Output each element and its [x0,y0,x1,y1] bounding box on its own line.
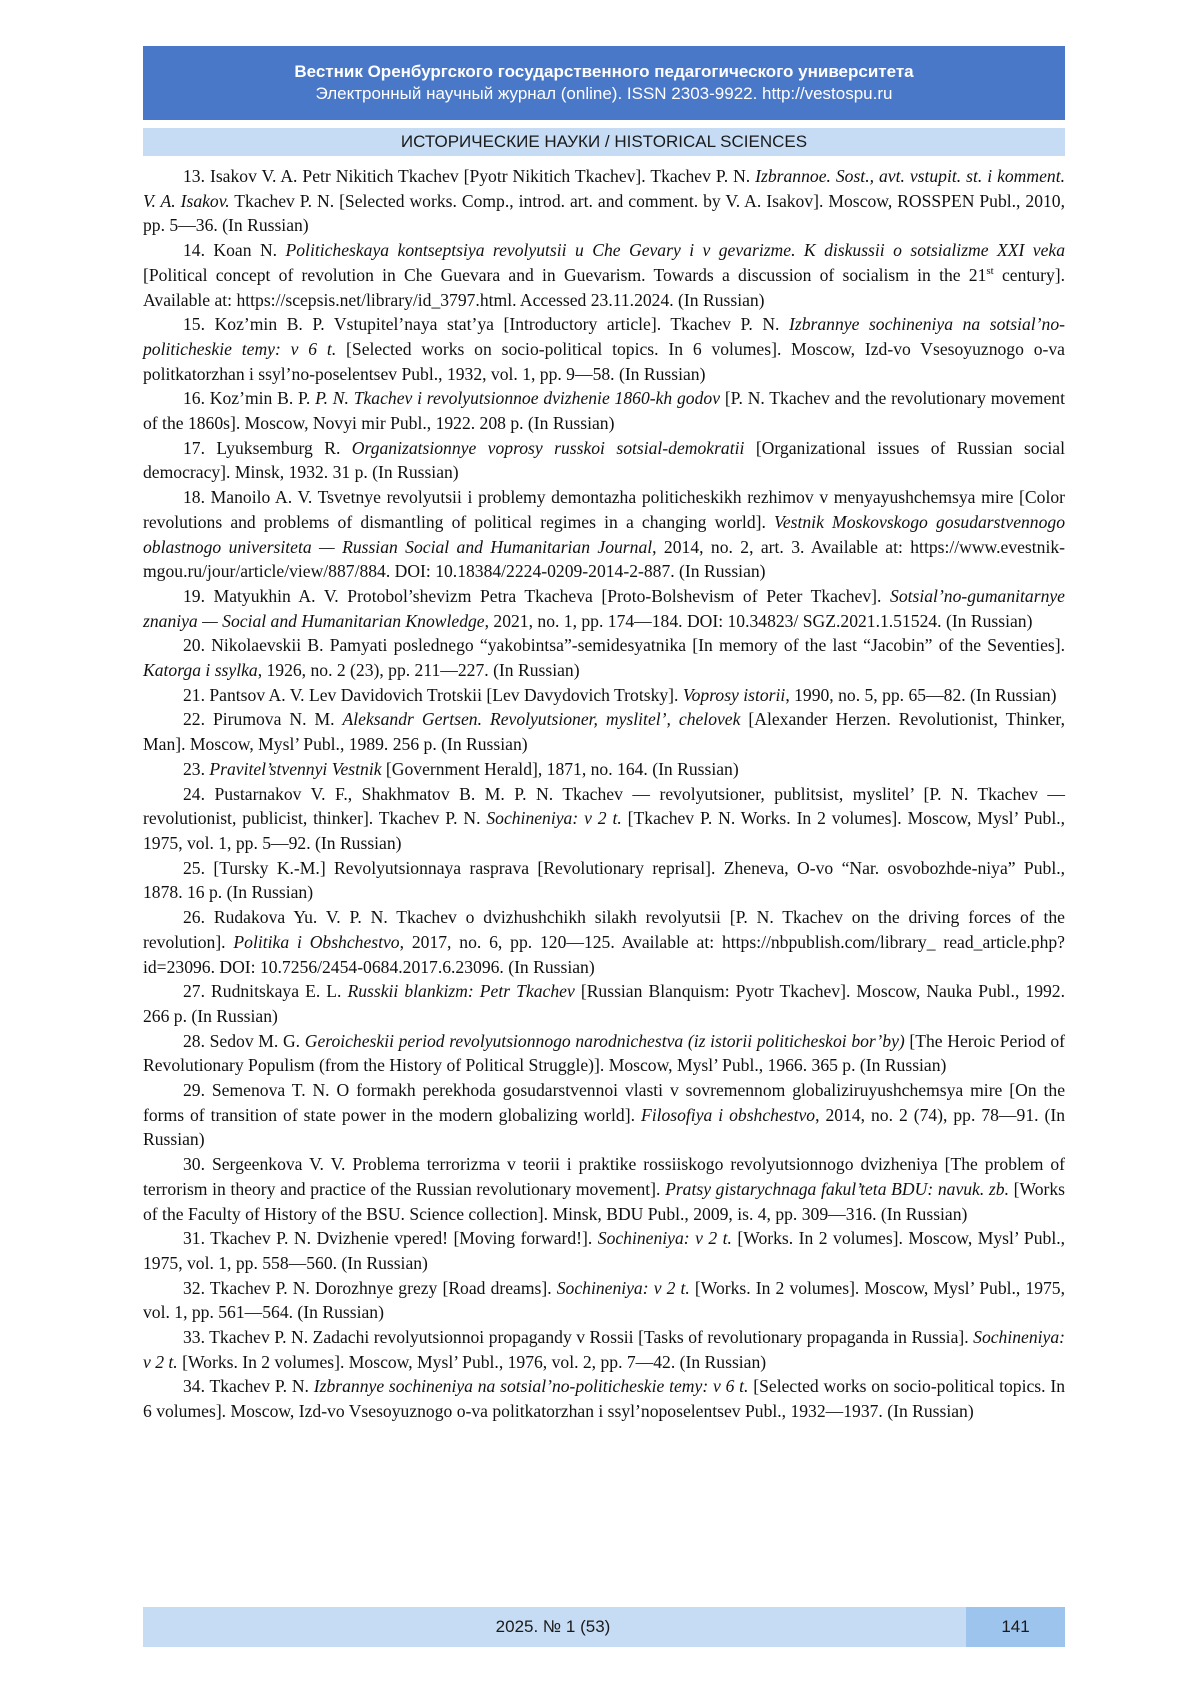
reference-text: 15. Koz’min B. P. Vstupitel’naya stat’ya [Introductory article]. Tkachev P. N. [183,314,790,335]
reference-text: , 1926, no. 2 (23), pp. 211—227. (In Russian) [257,660,580,681]
reference-text: , 1990, no. 5, pp. 65—82. (In Russian) [785,684,1057,705]
reference-text: [Organizational issues of Russian social democracy]. Minsk, 1932. 31 p. (In Russian) [143,437,1065,483]
reference-text: 28. Sedov M. G. [183,1030,305,1051]
reference-text: century]. Available at: https://scepsis.net/library/id_3797.html. Accessed 23.11.2024. (In Russian) [143,264,1065,310]
reference-text: [Tkachev P. N. Works. In 2 volumes]. Moscow, Mysl’ Publ., 1975, vol. 1, pp. 5—92. (In Russian) [143,808,1066,853]
reference-text: 17. Lyuksemburg R. [183,437,352,458]
reference-text: 24. Pustarnakov V. F., Shakhmatov B. M. P. N. Tkachev — revolyutsioner, publitsist, myslitel’ [P. N. Tkachev — revolutionist, publicist, thinker]. Tkachev P. N. [143,783,1065,829]
reference-text: 29. Semenova T. N. O formakh perekhoda gosudarstvennoi vlasti v sovremennom globaliziruyushchemsya mire [On the forms of transition of state power in the modern globalizing world]. [143,1080,1065,1125]
reference-item [143,979,1065,1028]
reference-item [143,707,1065,756]
reference-title: Politicheskaya kontseptsiya revolyutsii u Che Gevary i v gevarizme. K diskussii o sotsializme XXI veka [285,240,1065,261]
reference-text: [Selected works on socio-political topics. In 6 volumes]. Moscow, Izd-vo Vsesoyuznogo o-va politkatorzhan i ssyl’noposelentsev Publ., 1932—1937. (In Russian) [143,1376,1066,1422]
reference-title: Sotsial’no-gumanitarnye znaniya — Social and Humanitarian Knowledge [143,585,1065,631]
reference-text: [Works. In 2 volumes]. Moscow, Mysl’ Publ., 1975, vol. 1, pp. 558—560. (In Russian) [143,1228,1065,1273]
reference-item [143,238,1065,312]
page-footer [143,1607,1065,1647]
page-number: 141 [966,1607,1065,1647]
reference-text: [Works. In 2 volumes]. Moscow, Mysl’ Publ., 1976, vol. 2, pp. 7—42. (In Russian) [177,1351,767,1372]
reference-text: 31. Tkachev P. N. Dvizhenie vpered! [Moving forward!]. [183,1228,598,1249]
reference-list [143,164,1065,1424]
reference-text: st [986,264,994,277]
reference-item [143,1078,1065,1152]
reference-title: Sochineniya: v 2 t. [143,1327,1065,1372]
reference-text: 34. Tkachev P. N. [183,1376,314,1397]
issue-number: 2025. № 1 (53) [495,1617,611,1636]
reference-item [143,436,1065,485]
reference-title: Katorga i ssylka [143,660,258,681]
reference-item [143,782,1065,856]
reference-text: 18. Manoilo A. V. Tsvetnye revolyutsii i problemy demontazha politicheskikh rezhimov v menyayushchemsya mire [Color revolutions and problems of dismantling of political regimes in a changing world]. [143,487,1065,532]
reference-text: 22. Pirumova N. M. [183,709,343,730]
section-title: ИСТОРИЧЕСКИЕ НАУКИ / HISTORICAL SCIENCES [143,128,1065,156]
reference-item [143,1325,1065,1374]
reference-text: 19. Matyukhin A. V. Protobol’shevizm Petra Tkacheva [Proto-Bolshevism of Peter Tkachev]. [183,585,891,606]
reference-title: Sochineniya: v 2 t. [486,808,622,829]
reference-title: Pravitel’stvennyi Vestnik [209,758,382,779]
journal-header [143,46,1065,120]
reference-title: Izbrannye sochineniya na sotsial’no-politicheskie temy: v 6 t. [143,314,1065,359]
reference-text: 25. [Tursky K.-M.] Revolyutsionnaya rasprava [Revolutionary reprisal]. Zheneva, O-vo “Nar. osvobozhde-niya” Publ., 1878. 16 p. (In Russian) [143,857,1065,903]
reference-title: Voprosy istorii [682,684,786,705]
reference-item [143,1029,1065,1078]
reference-title: Sochineniya: v 2 t. [597,1228,732,1249]
reference-text: 30. Sergeenkova V. V. Problema terrorizma v teorii i praktike rossiiskogo revolyutsionnogo dvizheniya [The problem of terrorism in theory and practice of the Russian revolutionary movement]. [143,1154,1065,1199]
reference-title: Vestnik Moskovskogo gosudarstvennogo oblastnogo universiteta — Russian Social and Humanitarian Journal [143,511,1065,557]
reference-text: , 2017, no. 6, pp. 120—125. Available at: https://nbpublish.com/library_ read_article.php?id=23096. DOI: 10.7256/2454-0684.2017.6.23096. (In Russian) [143,931,1065,977]
reference-item [143,1226,1065,1275]
reference-text: 13. Isakov V. A. Petr Nikitich Tkachev [Pyotr Nikitich Tkachev]. Tkachev P. N. [183,166,756,186]
reference-text: [Government Herald], 1871, no. 164. (In Russian) [381,758,739,779]
reference-text: [P. N. Tkachev and the revolutionary movement of the 1860s]. Moscow, Novyi mir Publ., 1922. 208 p. (In Russian) [143,388,1065,434]
reference-title: Izbrannoe. Sost., avt. vstupit. st. i komment. V. A. Isakov. [143,166,1065,211]
reference-title: P. N. Tkachev i revolyutsionnoe dvizhenie 1860-kh godov [315,388,721,409]
reference-item [143,312,1065,386]
reference-title: Izbrannye sochineniya na sotsial’no-politicheskie temy: v 6 t. [313,1376,749,1397]
reference-text: [Works. In 2 volumes]. Moscow, Mysl’ Publ., 1975, vol. 1, pp. 561—564. (In Russian) [143,1277,1065,1323]
reference-text: 14. Koan N. [183,240,286,261]
reference-item [143,1152,1065,1226]
reference-title: Aleksandr Gertsen. Revolyutsioner, myslitel’, chelovek [342,709,741,730]
reference-title: Pratsy gistarychnaga fakul’teta BDU: navuk. zb. [665,1178,1009,1199]
journal-subtitle: Электронный научный журнал (online). ISSN 2303-9922. http://vestospu.ru [315,84,893,103]
reference-text: 21. Pantsov A. V. Lev Davidovich Trotskii [Lev Davydovich Trotsky]. [183,684,683,705]
reference-title: Politika i Obshchestvo [233,931,400,952]
reference-text: 23. [183,758,210,779]
reference-text: [Alexander Herzen. Revolutionist, Thinker, Man]. Moscow, Mysl’ Publ., 1989. 256 p. (In Russian) [143,709,1065,755]
reference-item [143,584,1065,633]
reference-text: 27. Rudnitskaya E. L. [183,981,348,1002]
reference-item [143,164,1065,238]
reference-item [143,905,1065,979]
reference-item [143,683,1065,708]
reference-text: , 2014, no. 2 (74), pp. 78—91. (In Russian) [143,1104,1065,1150]
reference-text: [Selected works on socio-political topics. In 6 volumes]. Moscow, Izd-vo Vsesoyuznogo o-va politkatorzhan i ssyl’no-poselentsev Publ., 1932, vol. 1, pp. 9—58. (In Russian) [143,338,1065,384]
reference-text: [Political concept of revolution in Che Guevara and in Guevarism. Towards a discussion of socialism in the 21 [143,264,987,285]
reference-title: Organizatsionnye voprosy russkoi sotsial-demokratii [351,437,745,458]
reference-text: [Works of the Faculty of History of the BSU. Science collection]. Minsk, BDU Publ., 2009, is. 4, pp. 309—316. (In Russian) [143,1178,1065,1224]
reference-item [143,1276,1065,1325]
reference-text: [The Heroic Period of Revolutionary Populism (from the History of Political Struggle)]. Moscow, Mysl’ Publ., 1966. 365 p. (In Russian) [143,1030,1066,1076]
reference-item [143,1374,1065,1423]
reference-text: Tkachev P. N. [Selected works. Comp., introd. art. and comment. by V. A. Isakov]. Moscow, ROSSPEN Publ., 2010, pp. 5—36. (In Russian) [143,190,1065,236]
reference-title: Sochineniya: v 2 t. [556,1277,690,1298]
reference-item [143,757,1065,782]
reference-text: [Russian Blanquism: Pyotr Tkachev]. Moscow, Nauka Publ., 1992. 266 p. (In Russian) [143,981,1066,1026]
reference-text: 26. Rudakova Yu. V. P. N. Tkachev o dvizhushchikh silakh revolyutsii [P. N. Tkachev on the driving forces of the revolution]. [143,907,1065,952]
reference-text: 16. Koz’min B. P. [183,388,316,409]
reference-item [143,485,1065,584]
reference-title: Geroicheskii period revolyutsionnogo narodnichestva (iz istorii politicheskoi bor’by) [304,1030,905,1051]
reference-title: Filosofiya i obshchestvo [640,1104,816,1125]
reference-title: Russkii blankizm: Petr Tkachev [347,981,575,1002]
reference-item [143,856,1065,905]
journal-title: Вестник Оренбургского государственного педагогического университета [294,62,914,81]
reference-text: , 2014, no. 2, art. 3. Available at: https://www.evestnik-mgou.ru/jour/article/view/887/884. DOI: 10.18384/2224-0209-2014-2-887. (In Russian) [143,536,1066,582]
reference-text: 33. Tkachev P. N. Zadachi revolyutsionnoi propagandy v Rossii [Tasks of revolutionary propaganda in Russia]. [183,1327,974,1348]
reference-item [143,386,1065,435]
reference-text: , 2021, no. 1, pp. 174—184. DOI: 10.34823/ SGZ.2021.1.51524. (In Russian) [484,610,1033,631]
reference-text: 20. Nikolaevskii B. Pamyati poslednego “yakobintsa”-semidesyatnika [In memory of the last “Jacobin” of the Seventies]. [183,635,1065,656]
reference-text: 32. Tkachev P. N. Dorozhnye grezy [Road dreams]. [183,1277,557,1298]
reference-item [143,633,1065,682]
